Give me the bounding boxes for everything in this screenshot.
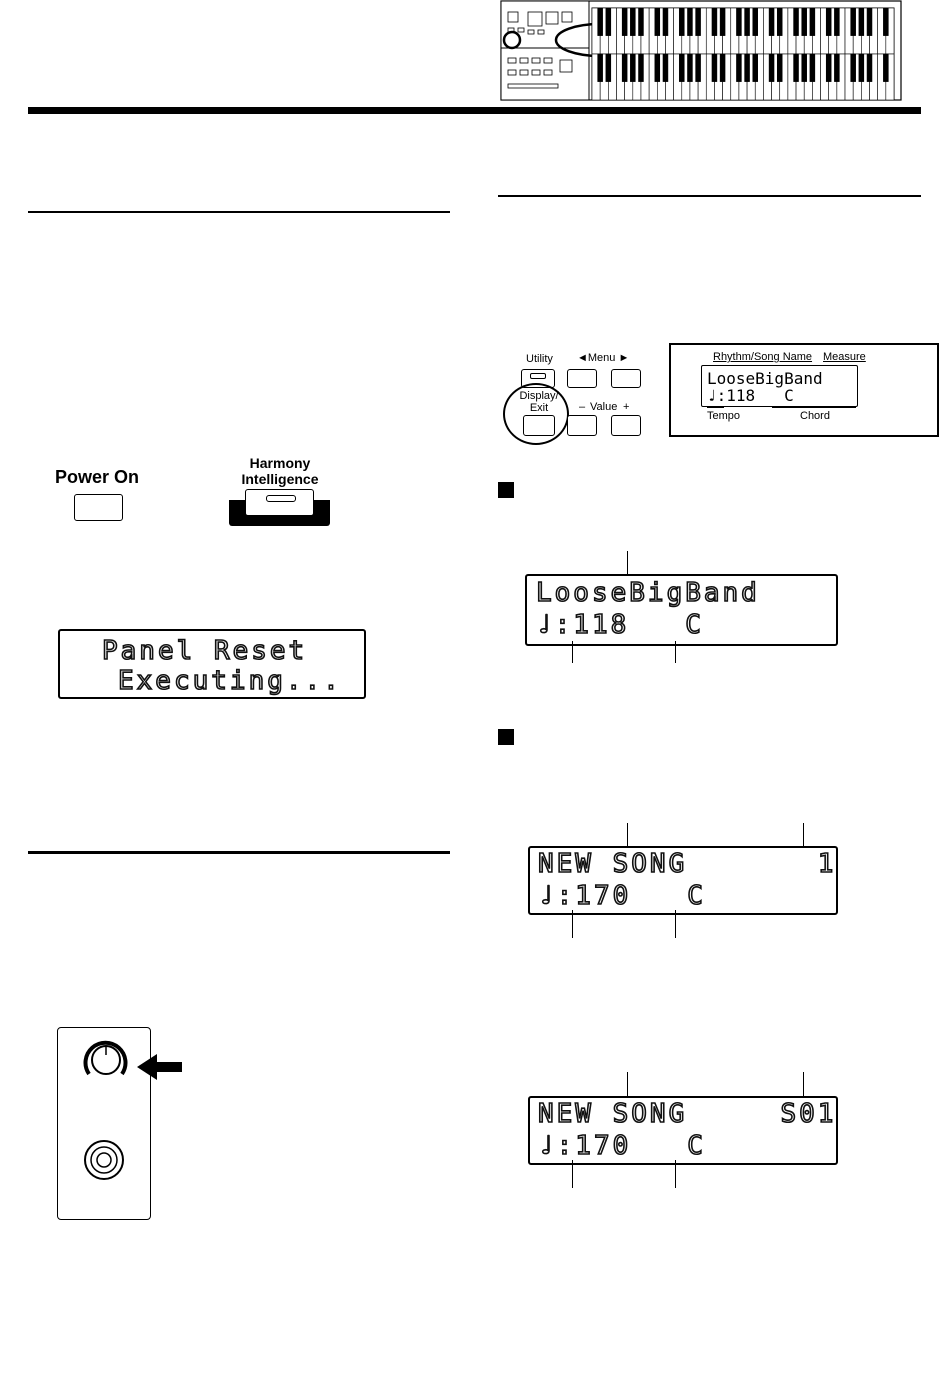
song-display-2-line-1: NEW SONG S01 xyxy=(538,1099,837,1129)
power-on-button[interactable] xyxy=(74,494,123,521)
song-display-2-line-2: ♩:170 C xyxy=(538,1131,706,1161)
section-rule-right-top xyxy=(498,195,921,197)
tempo-label: Tempo xyxy=(707,410,741,422)
panel-reset-line-1: Panel Reset xyxy=(102,636,308,666)
value-minus-button[interactable] xyxy=(567,415,597,436)
rhythm-display-line-1: LooseBigBand xyxy=(536,578,760,608)
song-display-2 xyxy=(528,1096,838,1165)
menu-label: ◄Menu ► xyxy=(577,352,630,364)
song-display-1-line-1: NEW SONG 1 xyxy=(538,849,837,879)
header-rule xyxy=(28,107,921,114)
power-on-label: Power On xyxy=(55,467,140,487)
rhythm-song-name-label: Rhythm/Song Name xyxy=(713,351,813,363)
section-bullet-rhythm xyxy=(498,482,514,498)
value-plus-label: + xyxy=(623,401,630,413)
indicator-led-icon xyxy=(266,495,296,502)
chord-label: Chord xyxy=(800,410,830,422)
harmony-intelligence-label: Harmony Intelligence xyxy=(241,455,319,487)
pointer-song2-tempo xyxy=(572,1160,573,1188)
section-bullet-song xyxy=(498,729,514,745)
utility-label: Utility xyxy=(526,353,553,365)
pointer-rhythm-chord xyxy=(675,641,676,663)
section-rule-left-bottom xyxy=(28,851,450,854)
info-line-1: LooseBigBand xyxy=(707,369,823,388)
section-rule-left-top xyxy=(28,211,450,213)
organ-illustration xyxy=(500,0,902,102)
phones-jack-icon[interactable] xyxy=(82,1138,126,1182)
rhythm-display xyxy=(525,574,838,646)
menu-left-button[interactable] xyxy=(567,369,597,388)
arrow-left-icon xyxy=(137,1054,183,1080)
pointer-rhythm-tempo xyxy=(572,641,573,663)
panel-reset-display xyxy=(58,629,366,699)
tempo-underline xyxy=(707,406,724,408)
pointer-song2-chord xyxy=(675,1160,676,1188)
panel-reset-line-2: Executing... xyxy=(118,666,342,696)
song-display-1-line-2: ♩:170 C xyxy=(538,881,706,911)
organ-keyboard-icon xyxy=(500,0,902,102)
menu-right-button[interactable] xyxy=(611,369,641,388)
pointer-song1-chord xyxy=(675,910,676,938)
song-display-1 xyxy=(528,846,838,915)
value-label: Value xyxy=(590,401,618,413)
rhythm-display-line-2: ♩:118 C xyxy=(536,610,704,640)
value-minus-label: – xyxy=(579,401,586,413)
chord-underline xyxy=(772,406,856,408)
info-line-2: ♩:118 C xyxy=(707,386,794,405)
indicator-led-icon xyxy=(530,373,546,379)
value-plus-button[interactable] xyxy=(611,415,641,436)
volume-knob-icon[interactable] xyxy=(82,1036,130,1086)
display-exit-label: Display/ Exit xyxy=(519,390,559,414)
pointer-song1-tempo xyxy=(572,910,573,938)
harmony-intelligence-button[interactable] xyxy=(245,489,314,516)
display-exit-button[interactable] xyxy=(523,415,555,436)
measure-label: Measure xyxy=(823,351,866,363)
